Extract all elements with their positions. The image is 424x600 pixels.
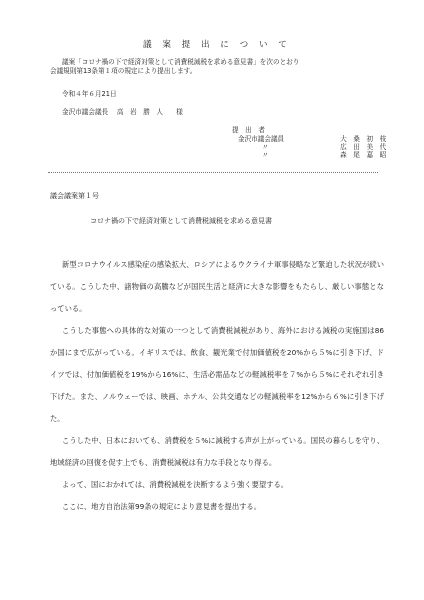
body-paragraph-5: ここに、地方自治法第99条の規定により意見書を提出する。 bbox=[62, 502, 262, 511]
bill-title: コロナ禍の下で経済対策として消費税減税を求める意見書 bbox=[90, 217, 272, 225]
submitter-label: 提 出 者 bbox=[232, 126, 265, 134]
intro-paragraph bbox=[50, 58, 380, 76]
bill-body bbox=[50, 254, 384, 518]
intro-line-2: 会議規則第13条第１項の規定により提出します。 bbox=[50, 66, 197, 75]
addressee: 金沢市議会議長 高 岩 勝 人 様 bbox=[62, 108, 183, 116]
signer-name: 大 桑 初 枝 bbox=[340, 135, 387, 143]
signer-row-3 bbox=[238, 151, 386, 160]
body-paragraph-1: 新型コロナウイルス感染症の感染拡大、ロシアによるウクライナ軍事侵略など緊迫した状況が続いている。こうした中、諸物価の高騰などが国民生活と経済に大きな影響をもたらし、厳しい事態となっている。 bbox=[50, 260, 384, 313]
signer-affiliation: 〃 bbox=[262, 143, 269, 151]
submission-date: 令和４年６月21日 bbox=[62, 90, 117, 98]
signer-name: 森 尾 嘉 昭 bbox=[340, 151, 387, 159]
bill-number: 議会議案第１号 bbox=[50, 192, 99, 200]
signer-affiliation: 金沢市議会議員 bbox=[238, 135, 285, 143]
body-paragraph-2: こうした事態への具体的な対策の一つとして消費税減税があり、海外における減税の実施国は86か国にまで広がっている。イギリスでは、飲食、観光業で付加価値税を20%から５%に引き下げ、ドイツでは、付加価値税を19%から16%に、生活必需品などの軽減税率を７%から５%にそれぞれ引き下げた。また、ノルウェーでは、映画、ホテル、公共交通などの軽減税率を12%から６%に引き下げた。 bbox=[50, 326, 384, 423]
signer-affiliation: 〃 bbox=[262, 151, 269, 159]
intro-line-1: 議案「コロナ禍の下で経済対策として消費税減税を求める意見書」を次のとおり bbox=[62, 58, 300, 66]
body-paragraph-3: こうした中、日本においても、消費税を５%に減税する声が上がっている。国民の暮らしを守り、地域経済の回復を促す上でも、消費税減税は有力な手段となり得る。 bbox=[50, 436, 384, 467]
cover-title: 議 案 提 出 に つ い て bbox=[143, 40, 291, 50]
signer-name: 広 田 美 代 bbox=[340, 143, 387, 151]
body-paragraph-4: よって、国におかれては、消費税減税を決断するよう強く要望する。 bbox=[62, 480, 289, 489]
dotted-separator bbox=[48, 172, 378, 173]
